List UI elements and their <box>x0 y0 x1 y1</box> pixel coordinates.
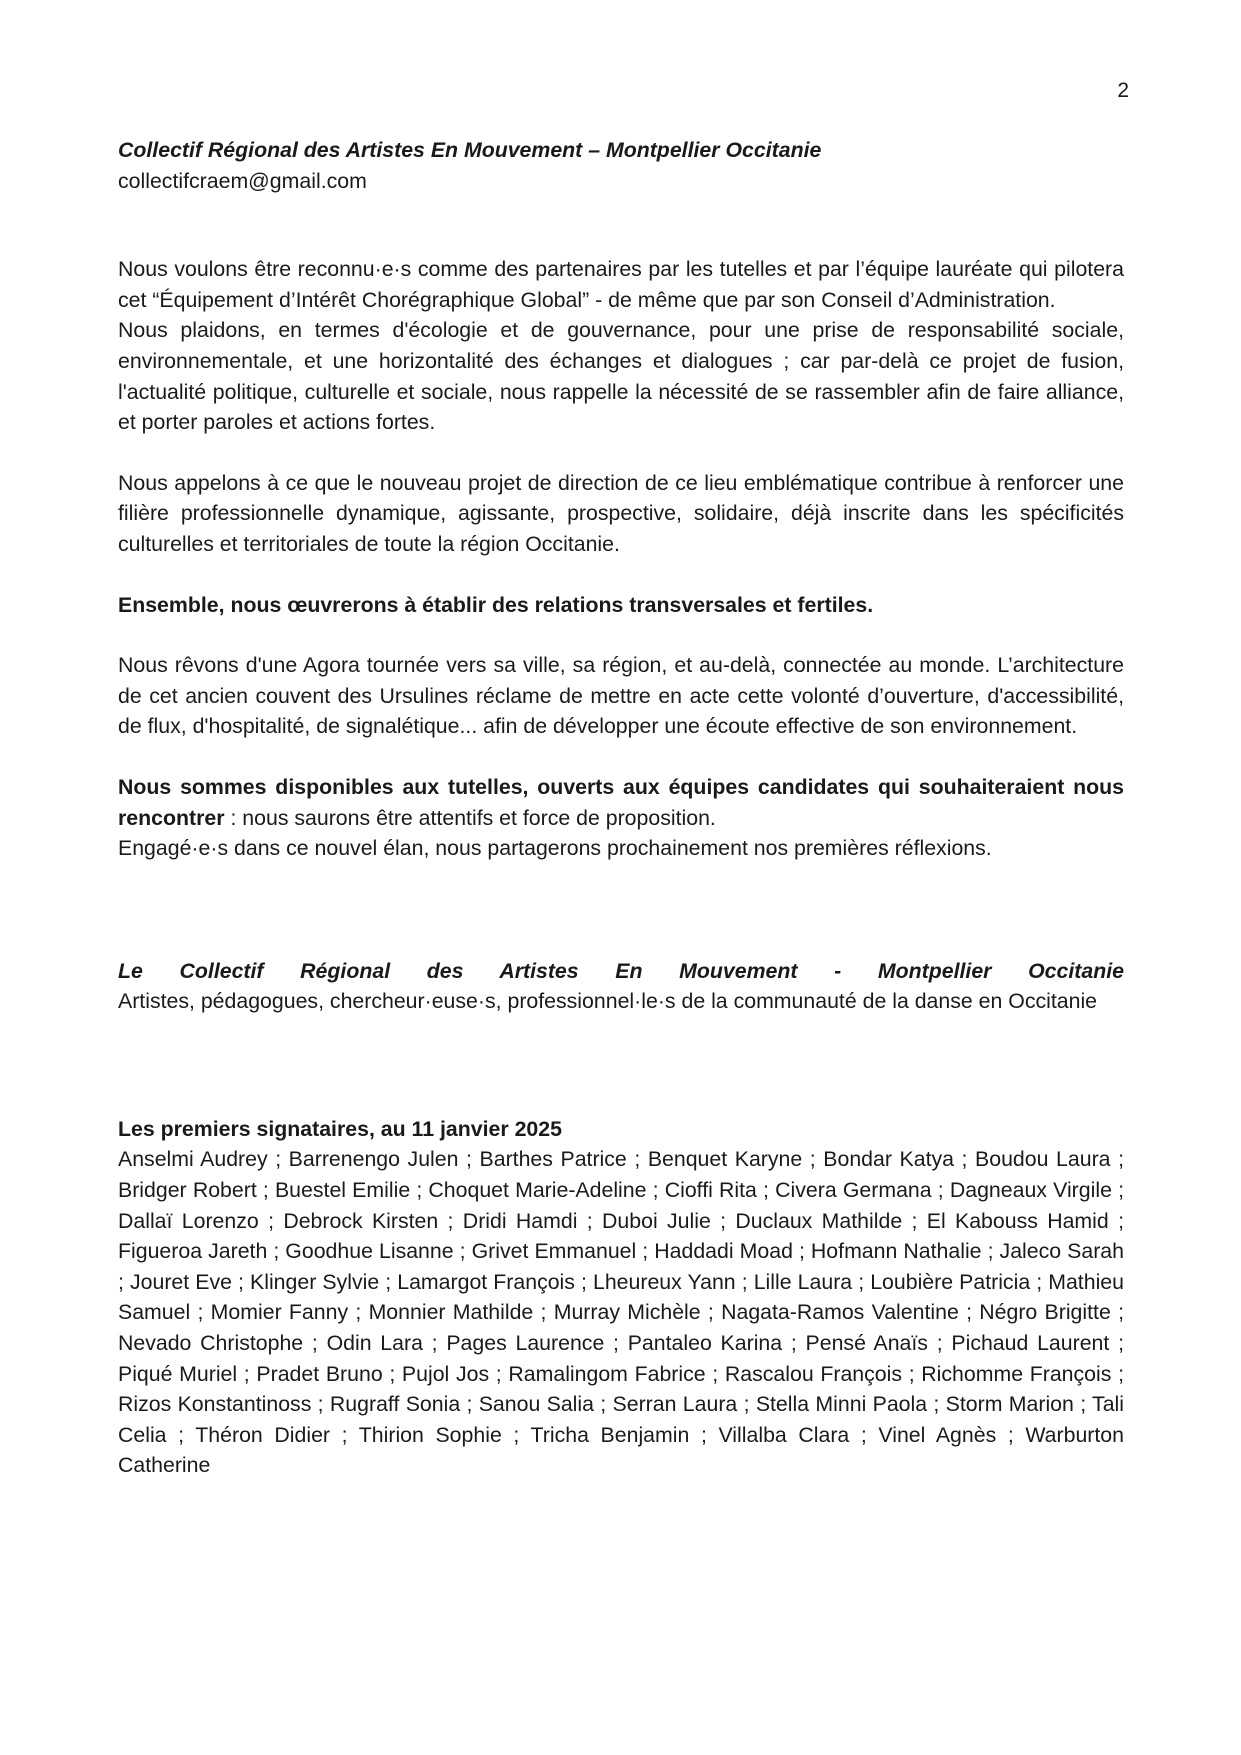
paragraph-engagement: Engagé·e·s dans ce nouvel élan, nous partagerons prochainement nos premières réflexions. <box>118 836 992 861</box>
document-body <box>118 135 1124 1481</box>
header-org-name: Collectif Régional des Artistes En Mouvement – Montpellier Occitanie <box>118 138 822 162</box>
paragraph-availability <box>118 772 1124 833</box>
paragraph-direction: Nous appelons à ce que le nouveau projet de direction de ce lieu emblématique contribue à renforcer une filière professionnelle dynamique, agissante, prospective, solidaire, déjà inscrite dans les spécificités culturelles et territoriales de toute la région Occitanie. <box>118 470 1124 556</box>
header-email: collectifcraem@gmail.com <box>118 168 367 193</box>
paragraph-partners: Nous voulons être reconnu·e·s comme des partenaires par les tutelles et par l’équipe lauréate qui pilotera cet “Équipement d’Intérêt Chorégraphique Global” - de même que par son Conseil d’Administration. <box>118 257 1124 312</box>
paragraph-agora: Nous rêvons d'une Agora tournée vers sa ville, sa région, et au-delà, connectée au monde. L’architecture de cet ancien couvent des Ursulines réclame de mettre en acte cette volonté d’ouverture, d'accessibilité, de flux, d'hospitalité, de signalétique... afin de développer une écoute effective de son environnement. <box>118 653 1124 739</box>
signature-description: Artistes, pédagogues, chercheur·euse·s, professionnel·le·s de la communauté de la danse en Occitanie <box>118 989 1098 1014</box>
paragraph-together: Ensemble, nous œuvrerons à établir des relations transversales et fertiles. <box>118 592 874 617</box>
page-number: 2 <box>1117 79 1129 102</box>
signatories-heading: Les premiers signataires, au 11 janvier 2025 <box>118 1116 562 1141</box>
signatories-list: Anselmi Audrey ; Barrenengo Julen ; Barthes Patrice ; Benquet Karyne ; Bondar Katya ; Boudou Laura ; Bridger Robert ; Buestel Emilie ; Choquet Marie-Adeline ; Cioffi Rita ; Civera Germana ; Dagneaux Virgile ; Dallaï Lorenzo ; Debrock Kirsten ; Dridi Hamdi ; Duboi Julie ; Duclaux Mathilde ; El Kabouss Hamid ; Figueroa Jareth ; Goodhue Lisanne ; Grivet Emmanuel ; Haddadi Moad ; Hofmann Nathalie ; Jaleco Sarah ; Jouret Eve ; Klinger Sylvie ; Lamargot François ; Lheureux Yann ; Lille Laura ; Loubière Patricia ; Mathieu Samuel ; Momier Fanny ; Monnier Mathilde ; Murray Michèle ; Nagata-Ramos Valentine ; Négro Brigitte ; Nevado Christophe ; Odin Lara ; Pages Laurence ; Pantaleo Karina ; Pensé Anaïs ; Pichaud Laurent ; Piqué Muriel ; Pradet Bruno ; Pujol Jos ; Ramalingom Fabrice ; Rascalou François ; Richomme François ; Rizos Konstantinoss ; Rugraff Sonia ; Sanou Salia ; Serran Laura ; Stella Minni Paola ; Storm Marion ; Tali Celia ; Théron Didier ; Thirion Sophie ; Tricha Benjamin ; Villalba Clara ; Vinel Agnès ; Warburton Catherine <box>118 1147 1124 1478</box>
paragraph-ecology: Nous plaidons, en termes d'écologie et de gouvernance, pour une prise de responsabilité sociale, environnementale, et une horizontalité des échanges et dialogues ; car par-delà ce projet de fusion, l'actualité politique, culturelle et sociale, nous rappelle la nécessité de se rassembler afin de faire alliance, et porter paroles et actions fortes. <box>118 318 1124 435</box>
availability-bold: Nous sommes disponibles aux tutelles, ouverts aux équipes candidates qui souhaiteraient nous rencontrer <box>118 774 1124 830</box>
signatories-section <box>118 1114 1124 1481</box>
availability-rest: : nous saurons être attentifs et force de proposition. <box>224 805 716 830</box>
signature-org-name: Le Collectif Régional des Artistes En Mouvement - Montpellier Occitanie <box>118 958 1124 983</box>
